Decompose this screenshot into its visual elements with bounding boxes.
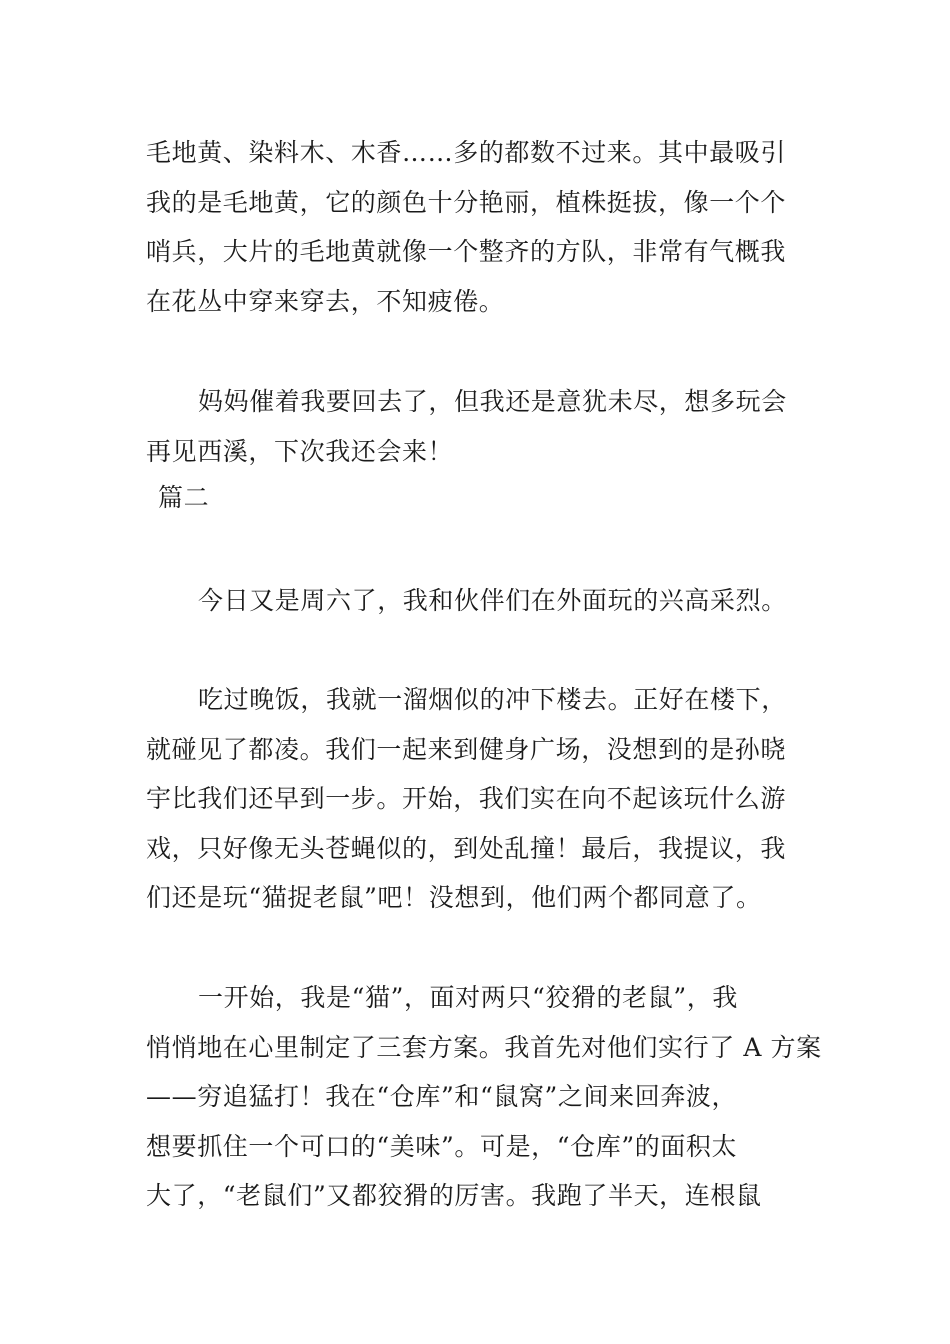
paragraph-line: 哨兵，大片的毛地黄就像一个整齐的方队，非常有气概我 — [146, 237, 787, 266]
paragraph-line: 想要抓住一个可口的“美味”。可是，“仓库”的面积太 — [146, 1131, 738, 1161]
paragraph-line: 大了，“老鼠们”又都狡猾的厉害。我跑了半天，连根鼠 — [146, 1181, 762, 1210]
paragraph-line: 今日又是周六了，我和伙伴们在外面玩的兴高采烈。 — [198, 586, 787, 615]
paragraph-line: 在花丛中穿来穿去，不知疲倦。 — [146, 286, 505, 316]
paragraph-line: 们还是玩“猫捉老鼠”吧！没想到，他们两个都同意了。 — [146, 883, 762, 912]
paragraph-3 — [146, 576, 810, 626]
paragraph-5 — [146, 973, 822, 1221]
paragraph-line: 我的是毛地黄，它的颜色十分艳丽，植株挺拔，像一个个 — [146, 187, 787, 217]
paragraph-line: 戏，只好像无头苍蝇似的，到处乱撞！最后，我提议，我 — [146, 833, 787, 863]
paragraph-line: 毛地黄、染料木、木香……多的都数不过来。其中最吸引 — [146, 138, 787, 167]
section-heading: 篇二 — [158, 483, 210, 512]
paragraph-line: 吃过晚饭，我就一溜烟似的冲下楼去。正好在楼下， — [198, 685, 787, 714]
paragraph-line: 妈妈催着我要回去了，但我还是意犹未尽，想多玩会 — [198, 387, 787, 416]
paragraph-line: 再见西溪，下次我还会来！ — [146, 436, 454, 466]
paragraph-2 — [146, 377, 810, 476]
paragraph-line: 一开始，我是“猫”，面对两只“狡猾的老鼠”，我 — [198, 983, 738, 1012]
paragraph-line: 悄悄地在心里制定了三套方案。我首先对他们实行了 A 方案 — [146, 1032, 822, 1062]
paragraph-line: 就碰见了都凌。我们一起来到健身广场，没想到的是孙晓 — [146, 734, 787, 764]
paragraph-1 — [146, 128, 810, 326]
paragraph-4 — [146, 675, 810, 923]
paragraph-line: 宇比我们还早到一步。开始，我们实在向不起该玩什么游 — [146, 784, 787, 813]
paragraph-line: ——穷追猛打！我在“仓库”和“鼠窝”之间来回奔波， — [146, 1082, 738, 1111]
